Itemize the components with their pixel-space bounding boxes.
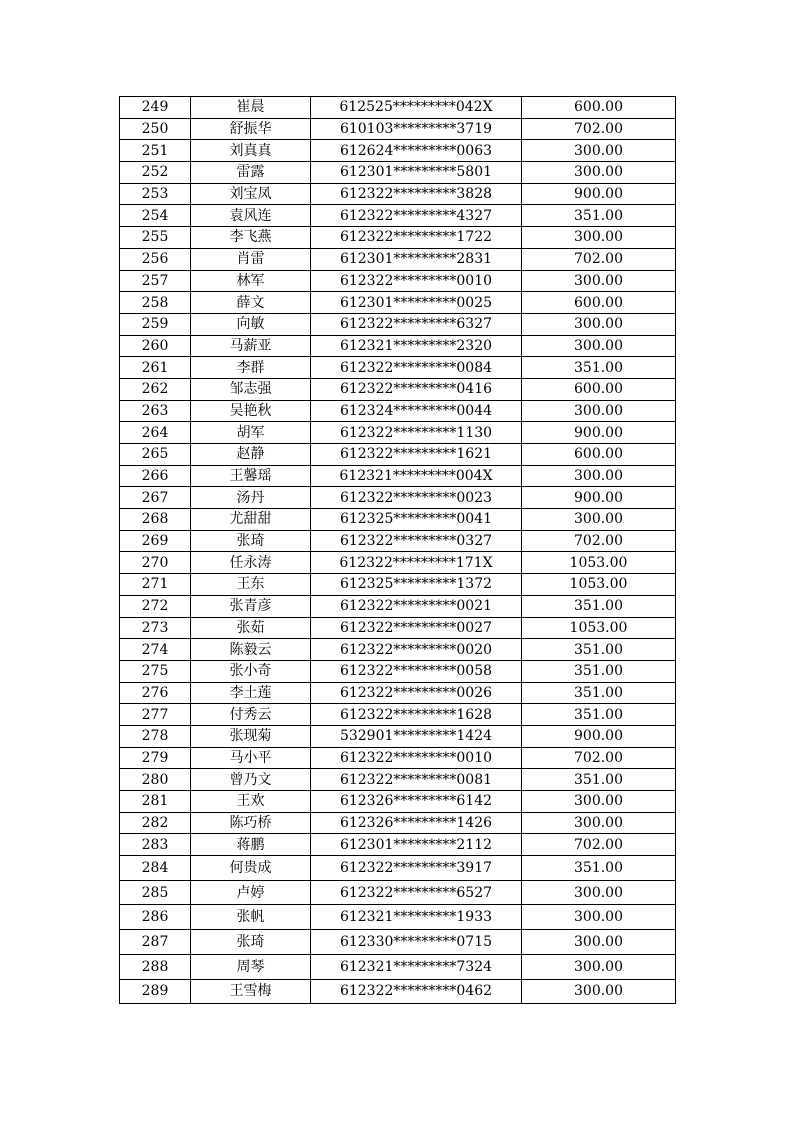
id-number-cell: 612326*********6142 [311,791,522,813]
name-cell: 张青彦 [191,595,311,617]
name-cell: 何贵成 [191,856,311,881]
id-number-cell: 612322*********0058 [311,660,522,682]
roster-table-body [120,97,676,1004]
row-number-cell: 249 [120,97,191,119]
row-number-cell: 274 [120,639,191,661]
row-number-cell: 271 [120,574,191,596]
row-number-cell: 289 [120,979,191,1004]
amount-cell: 351.00 [522,639,676,661]
id-number-cell: 612322*********0084 [311,357,522,379]
row-number-cell: 287 [120,930,191,955]
id-number-cell: 612322*********1621 [311,444,522,466]
id-number-cell: 612326*********1426 [311,812,522,834]
table-row [120,979,676,1004]
table-row [120,930,676,955]
amount-cell: 900.00 [522,487,676,509]
id-number-cell: 612322*********6527 [311,880,522,905]
table-row [120,205,676,227]
table-row [120,639,676,661]
name-cell: 王东 [191,574,311,596]
amount-cell: 300.00 [522,905,676,930]
name-cell: 张现菊 [191,725,311,747]
amount-cell: 1053.00 [522,617,676,639]
name-cell: 林军 [191,270,311,292]
id-number-cell: 612322*********1130 [311,422,522,444]
amount-cell: 1053.00 [522,574,676,596]
id-number-cell: 612322*********0026 [311,682,522,704]
id-number-cell: 532901*********1424 [311,725,522,747]
row-number-cell: 262 [120,378,191,400]
id-number-cell: 610103*********3719 [311,118,522,140]
row-number-cell: 256 [120,248,191,270]
id-number-cell: 612301*********0025 [311,292,522,314]
table-row [120,292,676,314]
table-row [120,660,676,682]
name-cell: 王馨瑶 [191,465,311,487]
name-cell: 王欢 [191,791,311,813]
amount-cell: 300.00 [522,270,676,292]
table-row [120,617,676,639]
id-number-cell: 612322*********171X [311,552,522,574]
id-number-cell: 612322*********0416 [311,378,522,400]
amount-cell: 900.00 [522,183,676,205]
id-number-cell: 612325*********0041 [311,509,522,531]
row-number-cell: 285 [120,880,191,905]
row-number-cell: 275 [120,660,191,682]
row-number-cell: 269 [120,530,191,552]
id-number-cell: 612325*********1372 [311,574,522,596]
row-number-cell: 281 [120,791,191,813]
name-cell: 曾乃文 [191,769,311,791]
id-number-cell: 612322*********4327 [311,205,522,227]
row-number-cell: 261 [120,357,191,379]
id-number-cell: 612330*********0715 [311,930,522,955]
row-number-cell: 283 [120,834,191,856]
amount-cell: 351.00 [522,205,676,227]
row-number-cell: 268 [120,509,191,531]
row-number-cell: 280 [120,769,191,791]
id-number-cell: 612322*********0010 [311,270,522,292]
id-number-cell: 612322*********1722 [311,227,522,249]
row-number-cell: 258 [120,292,191,314]
row-number-cell: 278 [120,725,191,747]
row-number-cell: 254 [120,205,191,227]
name-cell: 雷露 [191,162,311,184]
name-cell: 张小奇 [191,660,311,682]
table-row [120,162,676,184]
name-cell: 张琦 [191,930,311,955]
name-cell: 尤甜甜 [191,509,311,531]
amount-cell: 702.00 [522,118,676,140]
id-number-cell: 612322*********3828 [311,183,522,205]
row-number-cell: 264 [120,422,191,444]
table-row [120,552,676,574]
id-number-cell: 612321*********7324 [311,954,522,979]
amount-cell: 600.00 [522,292,676,314]
table-row [120,487,676,509]
row-number-cell: 286 [120,905,191,930]
amount-cell: 900.00 [522,725,676,747]
id-number-cell: 612525*********042X [311,97,522,119]
name-cell: 马小平 [191,747,311,769]
amount-cell: 702.00 [522,747,676,769]
id-number-cell: 612322*********3917 [311,856,522,881]
amount-cell: 300.00 [522,954,676,979]
table-row [120,812,676,834]
name-cell: 赵静 [191,444,311,466]
id-number-cell: 612301*********2831 [311,248,522,270]
table-row [120,183,676,205]
name-cell: 刘真真 [191,140,311,162]
table-row [120,954,676,979]
table-row [120,725,676,747]
row-number-cell: 260 [120,335,191,357]
row-number-cell: 251 [120,140,191,162]
row-number-cell: 277 [120,704,191,726]
id-number-cell: 612322*********0462 [311,979,522,1004]
id-number-cell: 612322*********0327 [311,530,522,552]
row-number-cell: 288 [120,954,191,979]
amount-cell: 600.00 [522,444,676,466]
table-row [120,856,676,881]
amount-cell: 300.00 [522,335,676,357]
table-row [120,422,676,444]
id-number-cell: 612321*********004X [311,465,522,487]
row-number-cell: 252 [120,162,191,184]
row-number-cell: 250 [120,118,191,140]
row-number-cell: 263 [120,400,191,422]
amount-cell: 702.00 [522,834,676,856]
row-number-cell: 266 [120,465,191,487]
table-row [120,465,676,487]
roster-table [119,96,676,1004]
name-cell: 蒋鹏 [191,834,311,856]
amount-cell: 900.00 [522,422,676,444]
amount-cell: 300.00 [522,162,676,184]
name-cell: 邹志强 [191,378,311,400]
name-cell: 张琦 [191,530,311,552]
table-row [120,880,676,905]
name-cell: 吴艳秋 [191,400,311,422]
table-row [120,769,676,791]
name-cell: 李土莲 [191,682,311,704]
row-number-cell: 267 [120,487,191,509]
amount-cell: 351.00 [522,595,676,617]
amount-cell: 300.00 [522,791,676,813]
name-cell: 袁风连 [191,205,311,227]
name-cell: 任永涛 [191,552,311,574]
amount-cell: 351.00 [522,704,676,726]
name-cell: 汤丹 [191,487,311,509]
amount-cell: 702.00 [522,530,676,552]
amount-cell: 300.00 [522,880,676,905]
amount-cell: 300.00 [522,930,676,955]
id-number-cell: 612322*********0021 [311,595,522,617]
name-cell: 付秀云 [191,704,311,726]
table-row [120,747,676,769]
amount-cell: 702.00 [522,248,676,270]
name-cell: 舒振华 [191,118,311,140]
name-cell: 陈巧桥 [191,812,311,834]
row-number-cell: 259 [120,313,191,335]
id-number-cell: 612322*********0010 [311,747,522,769]
id-number-cell: 612322*********0027 [311,617,522,639]
amount-cell: 351.00 [522,682,676,704]
id-number-cell: 612322*********0023 [311,487,522,509]
table-row [120,682,676,704]
name-cell: 卢婷 [191,880,311,905]
table-row [120,118,676,140]
amount-cell: 300.00 [522,313,676,335]
amount-cell: 351.00 [522,357,676,379]
row-number-cell: 272 [120,595,191,617]
table-row [120,227,676,249]
row-number-cell: 273 [120,617,191,639]
row-number-cell: 276 [120,682,191,704]
name-cell: 胡军 [191,422,311,444]
amount-cell: 600.00 [522,97,676,119]
name-cell: 张茹 [191,617,311,639]
id-number-cell: 612322*********1628 [311,704,522,726]
row-number-cell: 282 [120,812,191,834]
amount-cell: 300.00 [522,400,676,422]
row-number-cell: 284 [120,856,191,881]
table-row [120,270,676,292]
table-row [120,378,676,400]
row-number-cell: 279 [120,747,191,769]
amount-cell: 1053.00 [522,552,676,574]
table-row [120,834,676,856]
amount-cell: 351.00 [522,660,676,682]
amount-cell: 300.00 [522,812,676,834]
id-number-cell: 612301*********5801 [311,162,522,184]
table-row [120,509,676,531]
table-row [120,574,676,596]
table-row [120,357,676,379]
amount-cell: 300.00 [522,227,676,249]
row-number-cell: 255 [120,227,191,249]
name-cell: 张帆 [191,905,311,930]
amount-cell: 300.00 [522,140,676,162]
name-cell: 李群 [191,357,311,379]
id-number-cell: 612322*********0081 [311,769,522,791]
table-row [120,444,676,466]
row-number-cell: 265 [120,444,191,466]
id-number-cell: 612321*********1933 [311,905,522,930]
id-number-cell: 612324*********0044 [311,400,522,422]
table-row [120,97,676,119]
table-row [120,530,676,552]
table-row [120,595,676,617]
id-number-cell: 612301*********2112 [311,834,522,856]
amount-cell: 351.00 [522,856,676,881]
row-number-cell: 253 [120,183,191,205]
name-cell: 陈毅云 [191,639,311,661]
table-row [120,335,676,357]
name-cell: 马薪亚 [191,335,311,357]
id-number-cell: 612322*********6327 [311,313,522,335]
table-row [120,400,676,422]
amount-cell: 351.00 [522,769,676,791]
table-row [120,248,676,270]
name-cell: 向敏 [191,313,311,335]
name-cell: 崔晨 [191,97,311,119]
amount-cell: 300.00 [522,979,676,1004]
row-number-cell: 270 [120,552,191,574]
name-cell: 薛文 [191,292,311,314]
id-number-cell: 612322*********0020 [311,639,522,661]
id-number-cell: 612321*********2320 [311,335,522,357]
id-number-cell: 612624*********0063 [311,140,522,162]
amount-cell: 600.00 [522,378,676,400]
amount-cell: 300.00 [522,465,676,487]
name-cell: 李飞燕 [191,227,311,249]
row-number-cell: 257 [120,270,191,292]
table-row [120,140,676,162]
name-cell: 王雪梅 [191,979,311,1004]
table-row [120,313,676,335]
table-row [120,905,676,930]
table-row [120,704,676,726]
amount-cell: 300.00 [522,509,676,531]
table-row [120,791,676,813]
name-cell: 肖雷 [191,248,311,270]
name-cell: 周琴 [191,954,311,979]
name-cell: 刘宝凤 [191,183,311,205]
